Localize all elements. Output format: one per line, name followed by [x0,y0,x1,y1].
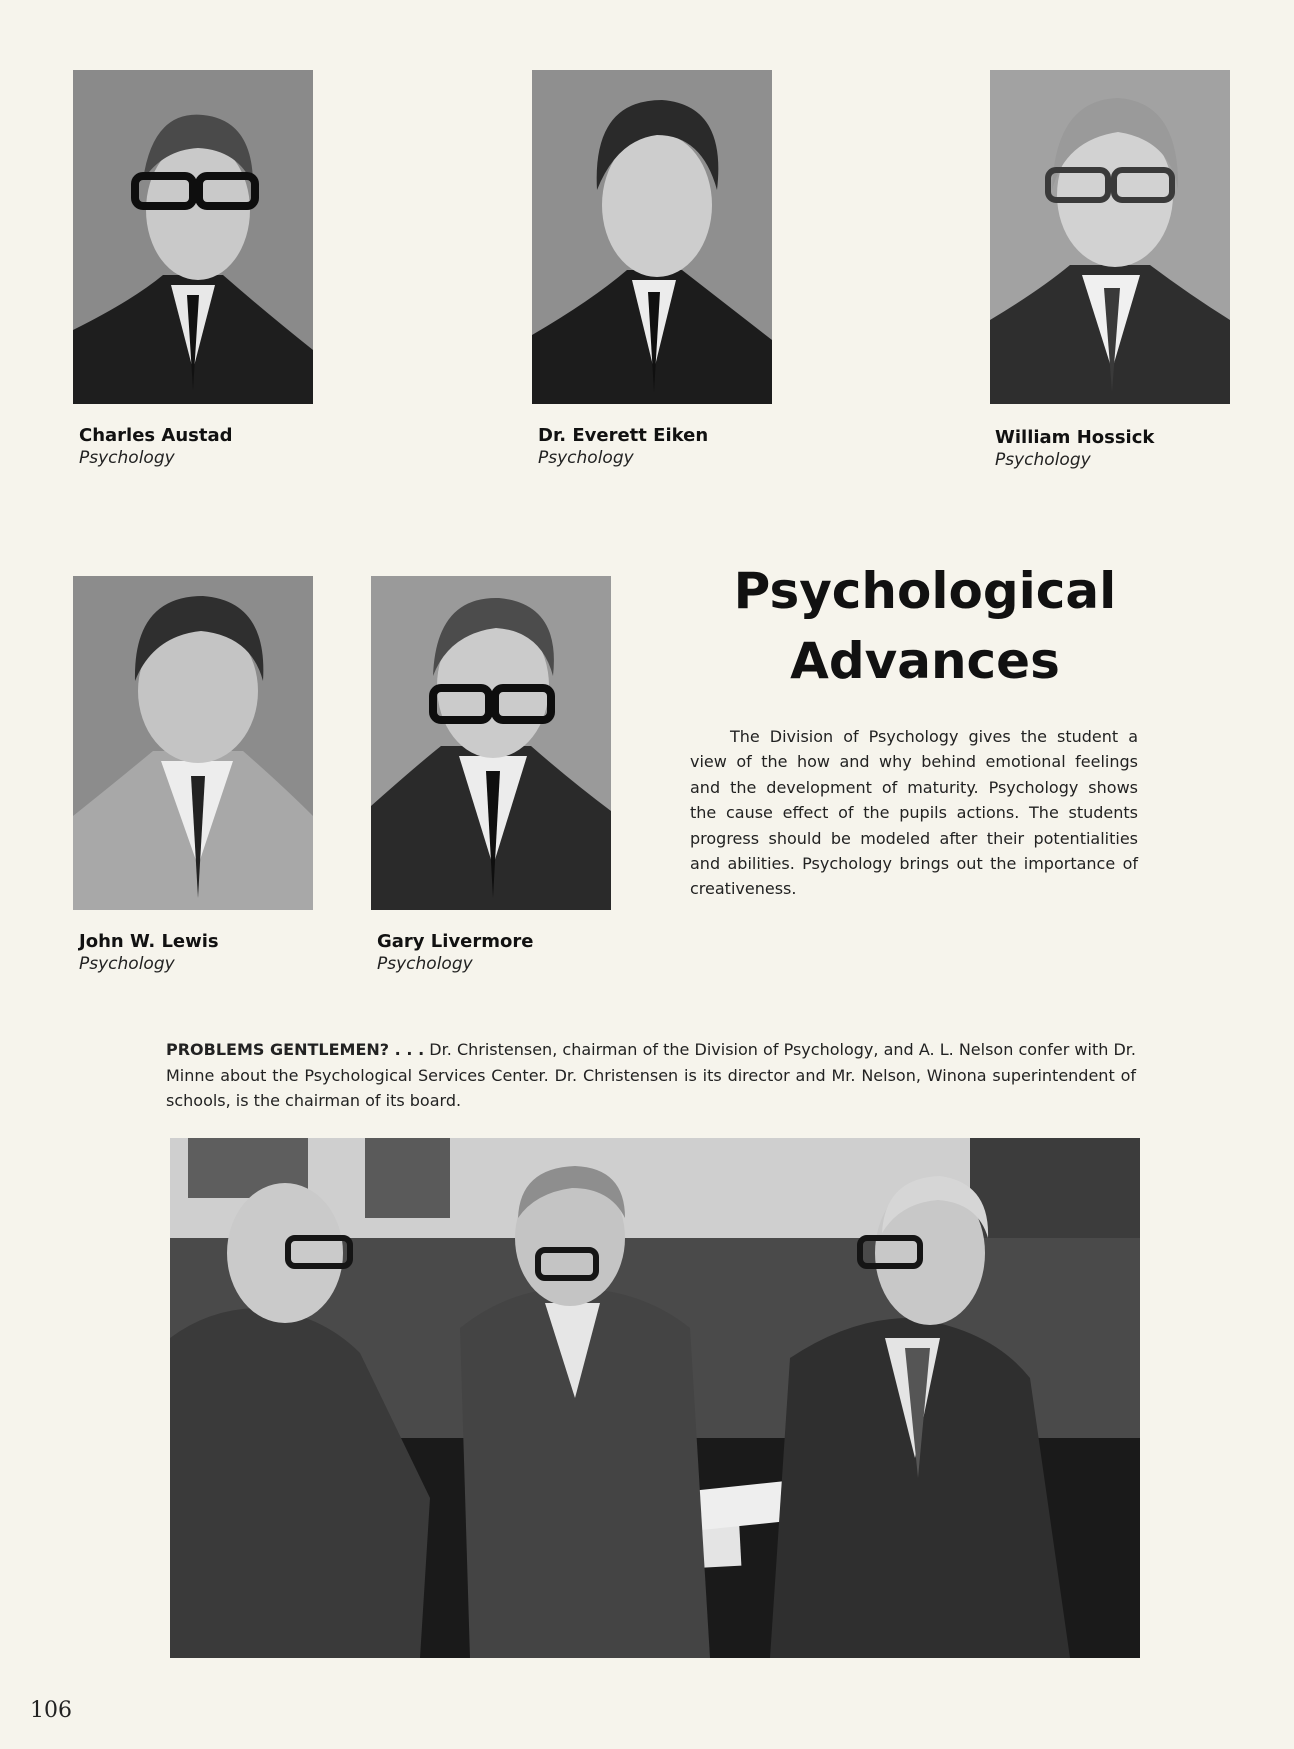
portrait-dept: Psychology [79,448,175,469]
portrait-photo-livermore [371,576,611,910]
portrait-dept: Psychology [377,954,473,975]
portrait-photo-lewis [73,576,313,910]
portrait-caption-eiken [538,424,708,469]
caption-lead: PROBLEMS GENTLEMEN? . . . [166,1040,425,1059]
portrait-caption-austad [79,424,233,469]
portrait-dept: Psychology [995,450,1091,471]
caption-text: Dr. Christensen, chairman of the Division of Psychology, and A. L. Nelson confer with Dr. Minne about the Psychological Services Center. Dr. Christensen is its director and Mr. Nelson, Winona superintendent of schools, is the chairman of its board. [166,1040,1137,1110]
page-title [690,556,1160,696]
page-title-line-1: Psychological [733,562,1117,620]
portrait-caption-hossick [995,426,1154,471]
portrait-name: John W. Lewis [79,931,219,952]
portrait-name: Dr. Everett Eiken [538,425,709,446]
page-title-line-2: Advances [790,632,1060,690]
group-photo [170,1138,1140,1658]
page-number: 106 [30,1698,72,1723]
portrait-photo-eiken [532,70,772,404]
article-body: The Division of Psychology gives the student a view of the how and why behind emotional feelings and the development of maturity. Psychology shows the cause effect of the pupils actions. The students progress should be modeled after their potentialities and abilities. Psychology brings out the importance of creativeness. [690,727,1138,899]
portrait-photo-austad [73,70,313,404]
portrait-name: William Hossick [995,427,1155,448]
portrait-dept: Psychology [79,954,175,975]
portrait-name: Charles Austad [79,425,233,446]
portrait-name: Gary Livermore [377,931,534,952]
portrait-dept: Psychology [538,448,634,469]
group-photo-caption [166,1037,1136,1114]
portrait-caption-livermore [377,930,533,975]
portrait-photo-hossick [990,70,1230,404]
portrait-caption-lewis [79,930,219,975]
